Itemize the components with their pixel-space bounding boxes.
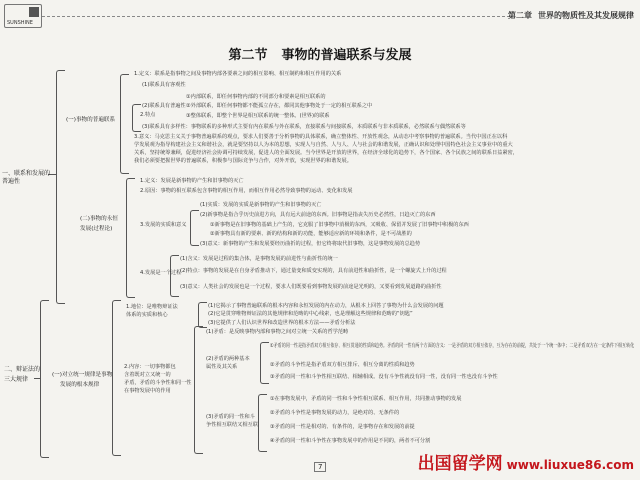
outline-line: ③整体联系，即整个世界是相互联系的统一整体。(世界)的联系 (186, 113, 330, 119)
qr-code-icon (29, 7, 39, 17)
outline-line: (2)它是贯穿唯物辩证法的其他规律和范畴的中心线索，也是理解这些规律和范畴的“钥匙” (208, 311, 413, 317)
bracket-identity-struggle (258, 394, 267, 452)
outline-line: 关系，坚持统筹兼顾，促进经济社会协调可持续发展，促进人的全面发展。当今世界是开放的世界，在经济全球化的趋势下，各个国家、各个民族之间的联系日益紧密， (134, 150, 518, 156)
sub-label-process: 4.发展是一个过程 (140, 270, 182, 276)
bracket-section-two (40, 300, 49, 458)
branch-eternal-development-b: 发展(过程论) (80, 226, 113, 232)
bracket-connection (120, 74, 129, 174)
outline-line: (3)意义：人类社会的发展也是一个过程，要求人们既要看到事物发展的前途是光明的，又要看到发展道路的曲折性 (180, 284, 442, 290)
outline-line: ②外部联系，即任何事物都不能孤立存在，都同其他事物处于一定的相互联系之中 (186, 103, 373, 109)
outline-line: (2)新事物是指合乎历史前进方向，具有远大前途的东西。旧事物是指丧失历史必然性，日趋灭亡的东西 (200, 212, 436, 218)
outline-line: 2.原因：事物的相互联系包含事物的相互作用，而相互作用必然导致事物的运动、变化和发展 (140, 188, 353, 194)
outline-line: (1)含义：发展是过程的集合体，是事物发展的前进性与曲折性的统一 (180, 256, 338, 262)
sub-label-attributes-a: (2)矛盾的两种基本 (206, 356, 250, 362)
outline-line: ②新事物具有新的要素、新的结构和新的功能，能够适应新的环境和条件，是不可战胜的 (210, 231, 412, 237)
publisher-logo (4, 4, 42, 28)
category-label-three-laws-b: 三大规律 (4, 376, 29, 383)
outline-line: ①新事物是在旧事物的基础上产生的，它克服了旧事物中消极的东西，又吸收、保留并发展了旧事物中积极的东西 (210, 222, 469, 228)
sub-label-content-a: 2.内容：一切事物都包 (124, 364, 176, 370)
sub-label-features: 2.特点 (140, 112, 156, 118)
outline-line: ③矛盾的同一性是相对的、有条件的，是事物存在和发展的前提 (270, 424, 415, 430)
outline-line: ①矛盾的同一性是指矛盾双方相互依存、相互贯通的性质和趋势。矛盾的同一性有两个方面的含义：一是矛盾的双方相互依存，互为存在的前提，共处于一个统一体中；二是矛盾双方在一定条件下相互转化 (270, 343, 635, 349)
outline-line: ①内部联系，即任何事物内部的不同部分和要素是相互联系的 (186, 94, 326, 100)
outline-line: (1)它揭示了事物普遍联系的根本内容和永恒发展的内在动力，从根本上回答了事物为什么会发展的问题 (208, 303, 444, 309)
branch-unity-of-opposites-a: (一)对立统一规律是事物 (52, 372, 113, 378)
chapter-title: 世界的物质性及其发展规律 (538, 11, 634, 20)
sub-label-identity-b: 争性相互联结又相互联 (206, 422, 258, 428)
watermark-name: 出国留学网 (417, 454, 503, 474)
sub-label-status-a: 1.地位：是唯物辩证法 (126, 304, 178, 310)
outline-line: (1)矛盾：是反映事物内部和事物之间对立统一关系的哲学范畴 (206, 329, 349, 335)
bracket-section-one (56, 70, 65, 304)
bracket-development (126, 178, 135, 298)
outline-line: ③矛盾的同一性和斗争性相互联结、相辅相成。没有斗争性就没有同一性，没有同一性也没有斗争性 (270, 374, 498, 380)
bracket-attributes (260, 342, 269, 384)
connector-line (34, 378, 40, 379)
outline-line: 1.定义：联系是指事物之间及事物内部各要素之间的相互影响、相互制约和相互作用的关系 (134, 71, 342, 77)
bracket-development-essence (190, 210, 199, 246)
section-number: 第二节 (228, 48, 268, 63)
sub-label-content-b: 含着既对立又统一的 (124, 372, 171, 378)
outline-line: (2)联系具有普遍性 (142, 103, 186, 109)
outline-line: ④矛盾的同一性和斗争性在事物发展中的作用是不同的，两者不可分割 (270, 438, 431, 444)
chapter-number: 第二章 (508, 11, 532, 20)
outline-line: 学发展观为指导构建社会主义和谐社会，就是要坚持以人为本的思想，实现人与自然、人与人、人与社会的和谐发展，正确认识和处理中国特色社会主义事业中的重大 (134, 142, 513, 148)
sub-label-identity-a: (3)矛盾的同一性和斗 (206, 414, 255, 420)
sub-label-content-c: 矛盾，矛盾的斗争性和同一性 (124, 380, 192, 386)
sub-label-content-d: 在事物发展中的作用 (124, 388, 171, 394)
sub-label-status-b: 体系的实质和核心 (126, 312, 168, 318)
watermark (418, 449, 634, 474)
running-header (508, 10, 634, 21)
sub-label-development-essence: 3.发展的实质和意义 (140, 222, 187, 228)
watermark-url: www.liuxue86.com (506, 458, 634, 472)
outline-line: ①在事物发展中，矛盾的同一性和斗争性相互联系、相互作用，共同推动事物的发展 (270, 396, 462, 402)
logo-text: SUNSHINE (7, 20, 33, 26)
sub-label-attributes-b: 属性及其关系 (206, 364, 238, 370)
branch-eternal-development-a: (二)事物的永恒 (80, 216, 118, 222)
page-title (0, 44, 640, 63)
bracket-status (198, 302, 207, 328)
outline-line: (2)特点：事物的发展是在自身矛盾推动下，通过量变和质变实现的，具有前进性和曲折性，是一个螺旋式上升的过程 (180, 268, 447, 274)
page-number: 7 (314, 462, 326, 472)
category-label-universality: 一、联系和发展的普遍性 (2, 170, 51, 185)
outline-line: ②矛盾的斗争性是指矛盾双方相互排斥、相互分离的性质和趋势 (270, 362, 415, 368)
category-label-three-laws-a: 二、辩证法的 (4, 366, 41, 373)
outline-line: (1)联系具有客观性 (142, 82, 186, 88)
bracket-contradiction-law (112, 300, 121, 456)
outline-line: (1)实质：发展的实质是新事物的产生和旧事物的灭亡 (200, 202, 322, 208)
outline-line: 我们必须要把握世界的普遍联系，积极参与国际竞争与合作，对外开放，实现世界的和谐发展。 (134, 158, 352, 164)
outline-line: 1.定义：发展是新事物的产生和旧事物的灭亡 (140, 178, 244, 184)
outline-line: (3)它提供了人们认识世界和改造世界的根本方法——矛盾分析法 (208, 320, 356, 326)
section-name: 事物的普遍联系与发展 (281, 48, 412, 63)
outline-line: (3)联系具有多样性：事物联系的多种形式主要有内在联系与外在联系，直接联系与间接联系，本质联系与非本质联系，必然联系与偶然联系等 (142, 124, 466, 130)
branch-universal-connection: (一)事物的普遍联系 (66, 117, 116, 123)
outline-line: (3)意义：新事物的产生和发展要经历曲折的过程，但它终将取代旧事物，这是事物发展的总趋势 (200, 241, 421, 247)
branch-unity-of-opposites-b: 发展的根本规律 (60, 382, 100, 388)
outline-line: 3.意义：马克思主义关于事物普遍联系的观点，要求人们要善于分析事物的具体联系，确立整体性、开放性观念，从动态中考察事物的普遍联系。当代中国正在以科 (134, 134, 508, 140)
header-rule (42, 16, 510, 17)
bracket-content (194, 326, 203, 454)
outline-line: ②矛盾的斗争性是事物发展的动力，是绝对的、无条件的 (270, 410, 400, 416)
